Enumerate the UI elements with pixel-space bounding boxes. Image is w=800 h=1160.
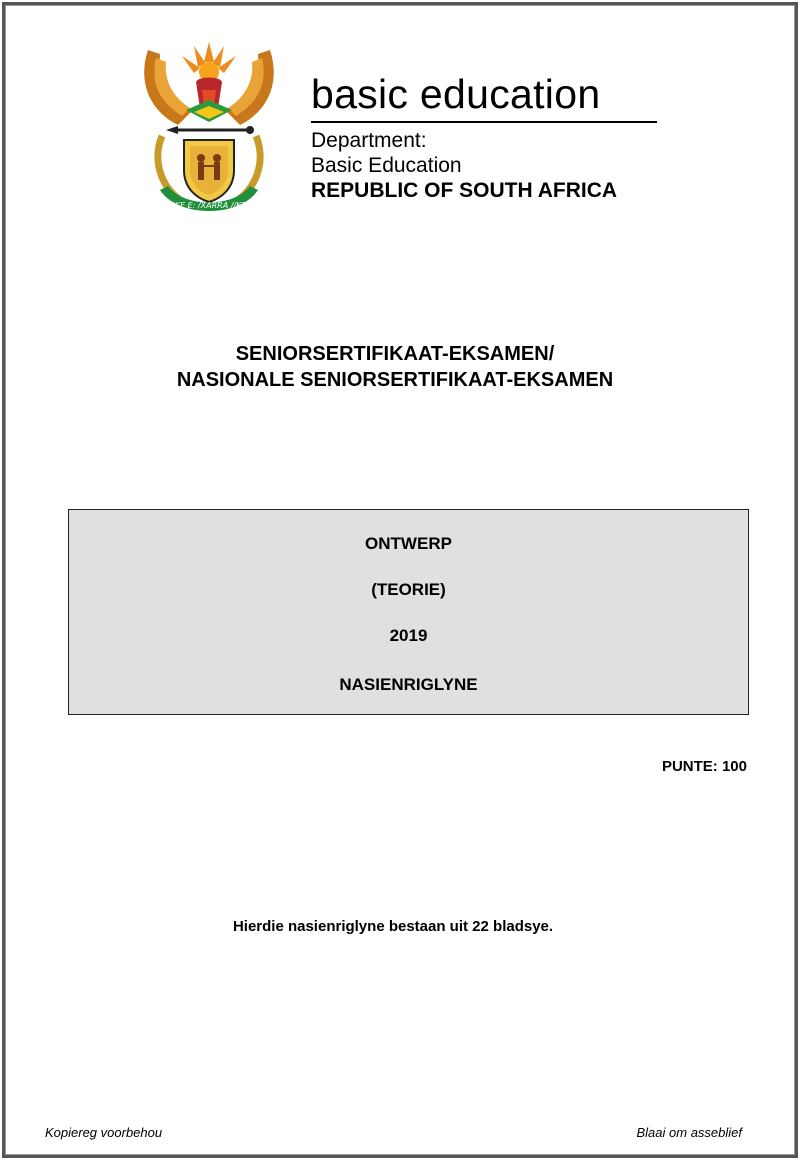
- page-count-note: Hierdie nasienriglyne bestaan uit 22 bladsye.: [232, 918, 554, 935]
- turn-over-note: Blaai om asseblief: [636, 1125, 742, 1140]
- coat-of-arms-icon: [138, 40, 280, 216]
- department-name: Basic Education: [311, 154, 462, 177]
- exam-title-line2: NASIONALE SENIORSERTIFIKAAT-EKSAMEN: [176, 369, 614, 391]
- subject-box: [68, 509, 749, 715]
- department-label: Department:: [311, 129, 427, 152]
- crest-motto: !KE E: /XARRA //KE: [171, 201, 247, 210]
- country-name: REPUBLIC OF SOUTH AFRICA: [311, 179, 618, 202]
- subject-name: ONTWERP: [365, 534, 452, 553]
- total-marks: PUNTE: 100: [661, 758, 747, 775]
- brand-divider: [311, 121, 657, 123]
- copyright-note: Kopiereg voorbehou: [45, 1125, 163, 1140]
- exam-title-line1: SENIORSERTIFIKAAT-EKSAMEN/: [235, 343, 555, 365]
- paper-type: (TEORIE): [371, 580, 446, 599]
- document-type: NASIENRIGLYNE: [339, 675, 478, 694]
- brand-title: basic education: [311, 71, 601, 117]
- exam-year: 2019: [389, 626, 428, 645]
